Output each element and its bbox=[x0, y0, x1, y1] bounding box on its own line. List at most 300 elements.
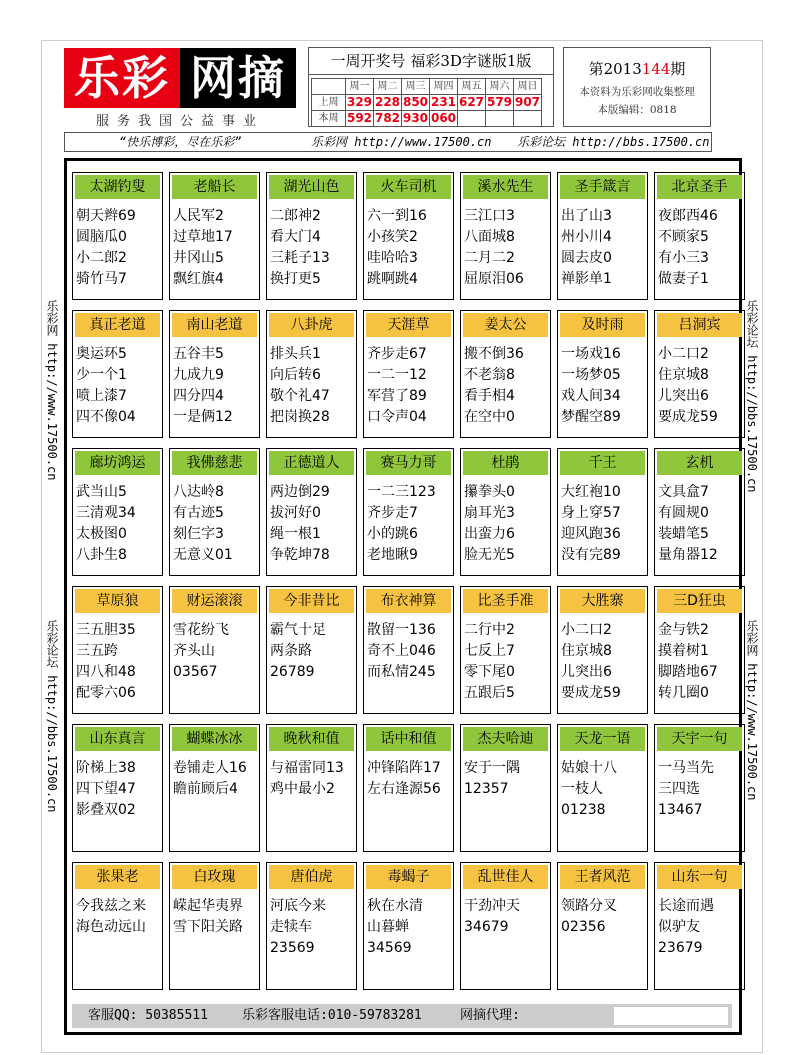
riddle-line: 没有完89 bbox=[561, 547, 621, 563]
panel-title: 一周开奖号 福彩3D字谜版1版 bbox=[309, 48, 553, 75]
riddle-line: 扇耳光3 bbox=[464, 505, 515, 521]
riddle-line: 阶梯上38 bbox=[76, 760, 136, 776]
forum-link[interactable]: 乐彩论坛 http://bbs.17500.cn bbox=[517, 135, 710, 149]
day-header: 周四 bbox=[430, 79, 458, 95]
riddle-card bbox=[169, 862, 260, 990]
riddle-line: 在空中0 bbox=[464, 409, 515, 425]
riddle-line: 人民军2 bbox=[173, 208, 224, 224]
riddle-line: 秋在水清 bbox=[367, 898, 423, 914]
riddle-author: 杰夫哈迪 bbox=[463, 727, 548, 751]
riddle-author: 晚秋和值 bbox=[269, 727, 354, 751]
riddle-author: 火车司机 bbox=[366, 175, 451, 199]
riddle-line: 四下望47 bbox=[76, 781, 136, 797]
riddle-line: 七反上7 bbox=[464, 643, 515, 659]
issue-number: 第2013144期 bbox=[588, 60, 686, 78]
draw-number: 329 bbox=[346, 95, 373, 109]
riddle-card bbox=[460, 172, 551, 300]
riddle-line: 六一到16 bbox=[367, 208, 427, 224]
side-text-left-bottom: 乐彩论坛 http://bbs.17500.cn bbox=[45, 620, 59, 813]
riddle-card bbox=[266, 448, 357, 576]
riddle-line: 影叠双02 bbox=[76, 802, 136, 818]
riddle-line: 奥运环5 bbox=[76, 346, 127, 362]
day-header: 周一 bbox=[346, 79, 374, 95]
riddle-body bbox=[367, 896, 453, 959]
riddle-body bbox=[658, 896, 744, 959]
riddle-line: 换打更5 bbox=[270, 271, 321, 287]
motto-banner bbox=[64, 132, 712, 152]
riddle-line: 四八和48 bbox=[76, 664, 136, 680]
riddle-author: 白玫瑰 bbox=[172, 865, 257, 889]
riddle-line: 脸无光5 bbox=[464, 547, 515, 563]
side-text-right-bottom: 乐彩网 http://www.17500.cn bbox=[745, 620, 759, 801]
riddle-body bbox=[173, 620, 259, 683]
riddle-line: 一是俩12 bbox=[173, 409, 233, 425]
footer bbox=[72, 1004, 732, 1028]
riddle-body bbox=[367, 482, 453, 566]
riddle-card bbox=[654, 724, 745, 852]
riddle-author: 蝴蝶冰冰 bbox=[172, 727, 257, 751]
riddle-line: 跳啊跳4 bbox=[367, 271, 418, 287]
logo-red-text: 乐彩 bbox=[64, 48, 180, 108]
riddle-body bbox=[76, 344, 162, 428]
riddle-line: 出蛮力6 bbox=[464, 526, 515, 542]
site-link[interactable]: 乐彩网 http://www.17500.cn bbox=[311, 135, 492, 149]
riddle-author: 真正老道 bbox=[75, 313, 160, 337]
riddle-body bbox=[270, 620, 356, 683]
riddle-line: 摸着树1 bbox=[658, 643, 709, 659]
riddle-line: 海色动远山 bbox=[76, 919, 146, 935]
riddle-body bbox=[464, 482, 550, 566]
draw-number: 592 bbox=[346, 111, 373, 125]
riddle-body bbox=[464, 206, 550, 290]
riddle-line: 骑竹马7 bbox=[76, 271, 127, 287]
riddle-card bbox=[654, 172, 745, 300]
riddle-line: 太极图0 bbox=[76, 526, 127, 542]
riddle-author: 玄机 bbox=[657, 451, 742, 475]
customer-phone: 乐彩客服电话:010-59783281 bbox=[242, 1008, 422, 1023]
riddle-body bbox=[270, 896, 356, 959]
riddle-line: 一二三123 bbox=[367, 484, 436, 500]
draw-number: 231 bbox=[430, 95, 457, 109]
riddle-card bbox=[266, 586, 357, 714]
riddle-body bbox=[658, 344, 744, 428]
riddle-card bbox=[169, 172, 260, 300]
riddle-line: 排头兵1 bbox=[270, 346, 321, 362]
draw-number bbox=[486, 111, 514, 127]
riddle-line: 屈原泪06 bbox=[464, 271, 524, 287]
riddle-line: 小二口2 bbox=[561, 622, 612, 638]
riddle-line: 文具盒7 bbox=[658, 484, 709, 500]
riddle-author: 吕洞宾 bbox=[657, 313, 742, 337]
draw-number: 930 bbox=[402, 111, 429, 125]
riddle-line: 01238 bbox=[561, 802, 606, 818]
last-week-label: 上周 bbox=[312, 95, 346, 111]
riddle-author: 北京圣手 bbox=[657, 175, 742, 199]
draw-number: 850 bbox=[402, 95, 429, 109]
riddle-line: 出了山3 bbox=[561, 208, 612, 224]
riddle-body bbox=[270, 758, 356, 800]
riddle-line: 34679 bbox=[464, 919, 509, 935]
riddle-body bbox=[173, 896, 259, 938]
riddle-body bbox=[173, 482, 259, 566]
draw-number bbox=[458, 111, 486, 127]
riddle-author: 王者风范 bbox=[560, 865, 645, 889]
riddle-line: 哇哈哈3 bbox=[367, 250, 418, 266]
customer-qq: 客服QQ: 50385511 bbox=[88, 1008, 208, 1023]
logo bbox=[64, 48, 296, 108]
riddle-author: 山东真言 bbox=[75, 727, 160, 751]
riddle-line: 向后转6 bbox=[270, 367, 321, 383]
riddle-line: 不顾家5 bbox=[658, 229, 709, 245]
riddle-line: 齐步走7 bbox=[367, 505, 418, 521]
riddle-line: 03567 bbox=[173, 664, 218, 680]
riddle-body bbox=[76, 758, 162, 821]
riddle-line: 似驴友 bbox=[658, 919, 700, 935]
riddle-line: 走犊车 bbox=[270, 919, 312, 935]
riddle-body bbox=[464, 896, 550, 938]
riddle-card bbox=[72, 172, 163, 300]
riddle-line: 要成龙59 bbox=[658, 409, 718, 425]
riddle-line: 攥拳头0 bbox=[464, 484, 515, 500]
riddle-line: 23569 bbox=[270, 940, 315, 956]
riddle-line: 一枝人 bbox=[561, 781, 603, 797]
riddle-body bbox=[561, 344, 647, 428]
riddle-line: 无意义01 bbox=[173, 547, 233, 563]
riddle-line: 飘红旗4 bbox=[173, 271, 224, 287]
riddle-author: 唐伯虎 bbox=[269, 865, 354, 889]
day-header: 周三 bbox=[402, 79, 430, 95]
riddle-body bbox=[270, 344, 356, 428]
riddle-card bbox=[363, 862, 454, 990]
riddle-author: 三D狂虫 bbox=[657, 589, 742, 613]
riddle-line: 有小三3 bbox=[658, 250, 709, 266]
riddle-line: 老地瞅9 bbox=[367, 547, 418, 563]
riddle-line: 八面城8 bbox=[464, 229, 515, 245]
logo-black-text: 网摘 bbox=[180, 48, 296, 108]
riddle-author: 及时雨 bbox=[560, 313, 645, 337]
riddle-body bbox=[464, 344, 550, 428]
riddle-line: 迎风跑36 bbox=[561, 526, 621, 542]
riddle-grid bbox=[64, 158, 742, 1035]
draw-number: 579 bbox=[486, 95, 513, 109]
riddle-line: 五谷丰5 bbox=[173, 346, 224, 362]
riddle-line: 34569 bbox=[367, 940, 412, 956]
riddle-author: 我佛慈悲 bbox=[172, 451, 257, 475]
riddle-body bbox=[658, 482, 744, 566]
riddle-card bbox=[169, 310, 260, 438]
riddle-line: 小二口2 bbox=[658, 346, 709, 362]
riddle-author: 太湖钓叟 bbox=[75, 175, 160, 199]
riddle-card bbox=[557, 310, 648, 438]
riddle-line: 一场戏16 bbox=[561, 346, 621, 362]
riddle-line: 有古迹5 bbox=[173, 505, 224, 521]
riddle-body bbox=[658, 758, 744, 821]
riddle-card bbox=[557, 724, 648, 852]
riddle-body bbox=[76, 620, 162, 704]
riddle-author: 圣手箴言 bbox=[560, 175, 645, 199]
riddle-card bbox=[460, 310, 551, 438]
riddle-author: 山东一句 bbox=[657, 865, 742, 889]
riddle-line: 过草地17 bbox=[173, 229, 233, 245]
riddle-line: 要成龙59 bbox=[561, 685, 621, 701]
riddle-author: 乱世佳人 bbox=[463, 865, 548, 889]
riddle-line: 大红袍10 bbox=[561, 484, 621, 500]
riddle-body bbox=[173, 758, 259, 800]
riddle-line: 一二一12 bbox=[367, 367, 427, 383]
riddle-card bbox=[363, 172, 454, 300]
riddle-author: 天涯草 bbox=[366, 313, 451, 337]
riddle-card bbox=[266, 862, 357, 990]
riddle-line: 四不像04 bbox=[76, 409, 136, 425]
riddle-line: 12357 bbox=[464, 781, 509, 797]
riddle-author: 八卦虎 bbox=[269, 313, 354, 337]
riddle-line: 转几圈0 bbox=[658, 685, 709, 701]
riddle-card bbox=[460, 586, 551, 714]
riddle-author: 大胜寨 bbox=[560, 589, 645, 613]
riddle-author: 千王 bbox=[560, 451, 645, 475]
day-header: 周五 bbox=[458, 79, 486, 95]
riddle-card bbox=[266, 724, 357, 852]
riddle-line: 不老翁8 bbox=[464, 367, 515, 383]
riddle-line: 州小川4 bbox=[561, 229, 612, 245]
riddle-line: 鸡中最小2 bbox=[270, 781, 335, 797]
riddle-line: 八卦生8 bbox=[76, 547, 127, 563]
weekly-draw-panel bbox=[308, 47, 554, 127]
riddle-author: 南山老道 bbox=[172, 313, 257, 337]
riddle-line: 夜郎西46 bbox=[658, 208, 718, 224]
riddle-line: 住京城8 bbox=[561, 643, 612, 659]
riddle-author: 天龙一语 bbox=[560, 727, 645, 751]
riddle-line: 儿突出6 bbox=[561, 664, 612, 680]
riddle-line: 把岗换28 bbox=[270, 409, 330, 425]
riddle-card bbox=[654, 448, 745, 576]
riddle-author: 湖光山色 bbox=[269, 175, 354, 199]
riddle-line: 做妻子1 bbox=[658, 271, 709, 287]
riddle-line: 小二郎2 bbox=[76, 250, 127, 266]
riddle-line: 三江口3 bbox=[464, 208, 515, 224]
riddle-line: 长途而遇 bbox=[658, 898, 714, 914]
riddle-card bbox=[363, 586, 454, 714]
riddle-body bbox=[367, 758, 453, 800]
riddle-author: 老船长 bbox=[172, 175, 257, 199]
riddle-author: 比圣手准 bbox=[463, 589, 548, 613]
riddle-line: 争乾坤78 bbox=[270, 547, 330, 563]
riddle-author: 廊坊鸿运 bbox=[75, 451, 160, 475]
riddle-line: 井冈山5 bbox=[173, 250, 224, 266]
riddle-line: 圆去皮0 bbox=[561, 250, 612, 266]
riddle-line: 02356 bbox=[561, 919, 606, 935]
riddle-line: 山暮蝉 bbox=[367, 919, 409, 935]
riddle-line: 三四选 bbox=[658, 781, 700, 797]
riddle-line: 身上穿57 bbox=[561, 505, 621, 521]
draw-table bbox=[311, 78, 542, 127]
riddle-body bbox=[658, 620, 744, 704]
riddle-line: 13467 bbox=[658, 802, 703, 818]
riddle-line: 住京城8 bbox=[658, 367, 709, 383]
riddle-line: 九成九9 bbox=[173, 367, 224, 383]
riddle-line: 河底今来 bbox=[270, 898, 326, 914]
riddle-line: 奇不上046 bbox=[367, 643, 436, 659]
riddle-author: 正德道人 bbox=[269, 451, 354, 475]
riddle-line: 戏人间34 bbox=[561, 388, 621, 404]
riddle-author: 张果老 bbox=[75, 865, 160, 889]
side-text-right-top: 乐彩论坛 http://bbs.17500.cn bbox=[745, 300, 759, 493]
draw-number: 627 bbox=[458, 95, 485, 109]
riddle-card bbox=[654, 586, 745, 714]
riddle-line: 三五跨 bbox=[76, 643, 118, 659]
riddle-body bbox=[464, 620, 550, 704]
riddle-body bbox=[270, 206, 356, 290]
riddle-line: 儿突出6 bbox=[658, 388, 709, 404]
riddle-line: 二郎神2 bbox=[270, 208, 321, 224]
draw-number: 907 bbox=[514, 95, 541, 109]
riddle-author: 天宇一句 bbox=[657, 727, 742, 751]
riddle-line: 左右逢源56 bbox=[367, 781, 441, 797]
riddle-card bbox=[460, 862, 551, 990]
riddle-line: 一场梦05 bbox=[561, 367, 621, 383]
draw-number bbox=[514, 111, 542, 127]
riddle-author: 毒蝎子 bbox=[366, 865, 451, 889]
riddle-line: 齐步走67 bbox=[367, 346, 427, 362]
editor-note: 本版编辑：0818 bbox=[597, 104, 677, 116]
riddle-card bbox=[557, 586, 648, 714]
riddle-body bbox=[561, 896, 647, 938]
riddle-card bbox=[72, 724, 163, 852]
riddle-body bbox=[561, 758, 647, 821]
riddle-line: 搬不倒36 bbox=[464, 346, 524, 362]
riddle-author: 财运滚滚 bbox=[172, 589, 257, 613]
riddle-line: 干劲冲天 bbox=[464, 898, 520, 914]
riddle-line: 二月二2 bbox=[464, 250, 515, 266]
riddle-line: 两边倒29 bbox=[270, 484, 330, 500]
riddle-line: 而私情245 bbox=[367, 664, 436, 680]
riddle-line: 梦醒空89 bbox=[561, 409, 621, 425]
riddle-line: 刻仨字3 bbox=[173, 526, 224, 542]
riddle-author: 今非昔比 bbox=[269, 589, 354, 613]
riddle-line: 三耗子13 bbox=[270, 250, 330, 266]
riddle-line: 朝天辫69 bbox=[76, 208, 136, 224]
riddle-line: 零下尾0 bbox=[464, 664, 515, 680]
riddle-line: 口令声04 bbox=[367, 409, 427, 425]
riddle-line: 脚踏地67 bbox=[658, 664, 718, 680]
riddle-card bbox=[169, 724, 260, 852]
riddle-card bbox=[654, 310, 745, 438]
riddle-card bbox=[72, 310, 163, 438]
day-header: 周六 bbox=[486, 79, 514, 95]
riddle-body bbox=[270, 482, 356, 566]
riddle-line: 敬个礼47 bbox=[270, 388, 330, 404]
riddle-card bbox=[169, 448, 260, 576]
riddle-line: 量角器12 bbox=[658, 547, 718, 563]
agent-label: 网摘代理: bbox=[460, 1008, 520, 1023]
riddle-line: 雪花纷飞 bbox=[173, 622, 229, 638]
riddle-line: 齐头山 bbox=[173, 643, 215, 659]
riddle-card bbox=[72, 586, 163, 714]
riddle-line: 八达岭8 bbox=[173, 484, 224, 500]
riddle-author: 杜鹃 bbox=[463, 451, 548, 475]
riddle-line: 拔河好0 bbox=[270, 505, 321, 521]
riddle-body bbox=[561, 620, 647, 704]
riddle-line: 武当山5 bbox=[76, 484, 127, 500]
riddle-body bbox=[76, 206, 162, 290]
agent-field bbox=[614, 1007, 728, 1025]
riddle-body bbox=[173, 206, 259, 290]
riddle-line: 一马当先 bbox=[658, 760, 714, 776]
this-week-label: 本周 bbox=[312, 111, 346, 127]
motto: “快乐博彩，尽在乐彩” bbox=[119, 135, 242, 149]
side-text-left-top: 乐彩网 http://www.17500.cn bbox=[45, 300, 59, 481]
riddle-card bbox=[557, 448, 648, 576]
riddle-author: 溪水先生 bbox=[463, 175, 548, 199]
riddle-line: 今我兹之来 bbox=[76, 898, 146, 914]
riddle-body bbox=[76, 482, 162, 566]
riddle-line: 二行中2 bbox=[464, 622, 515, 638]
day-header: 周日 bbox=[514, 79, 542, 95]
riddle-line: 喷上漆7 bbox=[76, 388, 127, 404]
riddle-line: 安于一隅 bbox=[464, 760, 520, 776]
riddle-line: 五跟后5 bbox=[464, 685, 515, 701]
riddle-card bbox=[266, 310, 357, 438]
riddle-card bbox=[557, 172, 648, 300]
riddle-author: 布衣神算 bbox=[366, 589, 451, 613]
riddle-card bbox=[557, 862, 648, 990]
riddle-body bbox=[173, 344, 259, 428]
slogan: 服务我国公益事业 bbox=[95, 114, 264, 129]
riddle-line: 与福雷同13 bbox=[270, 760, 344, 776]
riddle-card bbox=[654, 862, 745, 990]
riddle-line: 有圆规0 bbox=[658, 505, 709, 521]
riddle-line: 金与铁2 bbox=[658, 622, 709, 638]
riddle-line: 23679 bbox=[658, 940, 703, 956]
riddle-author: 姜太公 bbox=[463, 313, 548, 337]
issue-panel bbox=[563, 47, 711, 127]
riddle-line: 三清观34 bbox=[76, 505, 136, 521]
riddle-line: 散留一136 bbox=[367, 622, 436, 638]
draw-number: 228 bbox=[374, 95, 401, 109]
riddle-card bbox=[363, 724, 454, 852]
riddle-body bbox=[76, 896, 162, 938]
riddle-line: 小的跳6 bbox=[367, 526, 418, 542]
riddle-card bbox=[72, 448, 163, 576]
riddle-line: 装蜡笔5 bbox=[658, 526, 709, 542]
riddle-line: 少一个1 bbox=[76, 367, 127, 383]
riddle-card bbox=[363, 448, 454, 576]
day-header: 周二 bbox=[374, 79, 402, 95]
riddle-line: 冲锋陷阵17 bbox=[367, 760, 441, 776]
source-note: 本资料为乐彩网收集整理 bbox=[579, 86, 695, 98]
riddle-body bbox=[367, 206, 453, 290]
riddle-card bbox=[72, 862, 163, 990]
riddle-card bbox=[169, 586, 260, 714]
riddle-card bbox=[363, 310, 454, 438]
riddle-line: 配零六06 bbox=[76, 685, 136, 701]
riddle-body bbox=[561, 482, 647, 566]
riddle-line: 霸气十足 bbox=[270, 622, 326, 638]
riddle-line: 瞻前顾后4 bbox=[173, 781, 238, 797]
draw-number: 060 bbox=[430, 111, 457, 125]
riddle-card bbox=[266, 172, 357, 300]
riddle-card bbox=[460, 448, 551, 576]
riddle-line: 圆脑瓜0 bbox=[76, 229, 127, 245]
riddle-line: 26789 bbox=[270, 664, 315, 680]
riddle-line: 姑娘十八 bbox=[561, 760, 617, 776]
riddle-line: 领路分叉 bbox=[561, 898, 617, 914]
riddle-body bbox=[367, 620, 453, 683]
riddle-body bbox=[367, 344, 453, 428]
riddle-author: 赛马力哥 bbox=[366, 451, 451, 475]
riddle-line: 军营了89 bbox=[367, 388, 427, 404]
riddle-line: 三五胆35 bbox=[76, 622, 136, 638]
